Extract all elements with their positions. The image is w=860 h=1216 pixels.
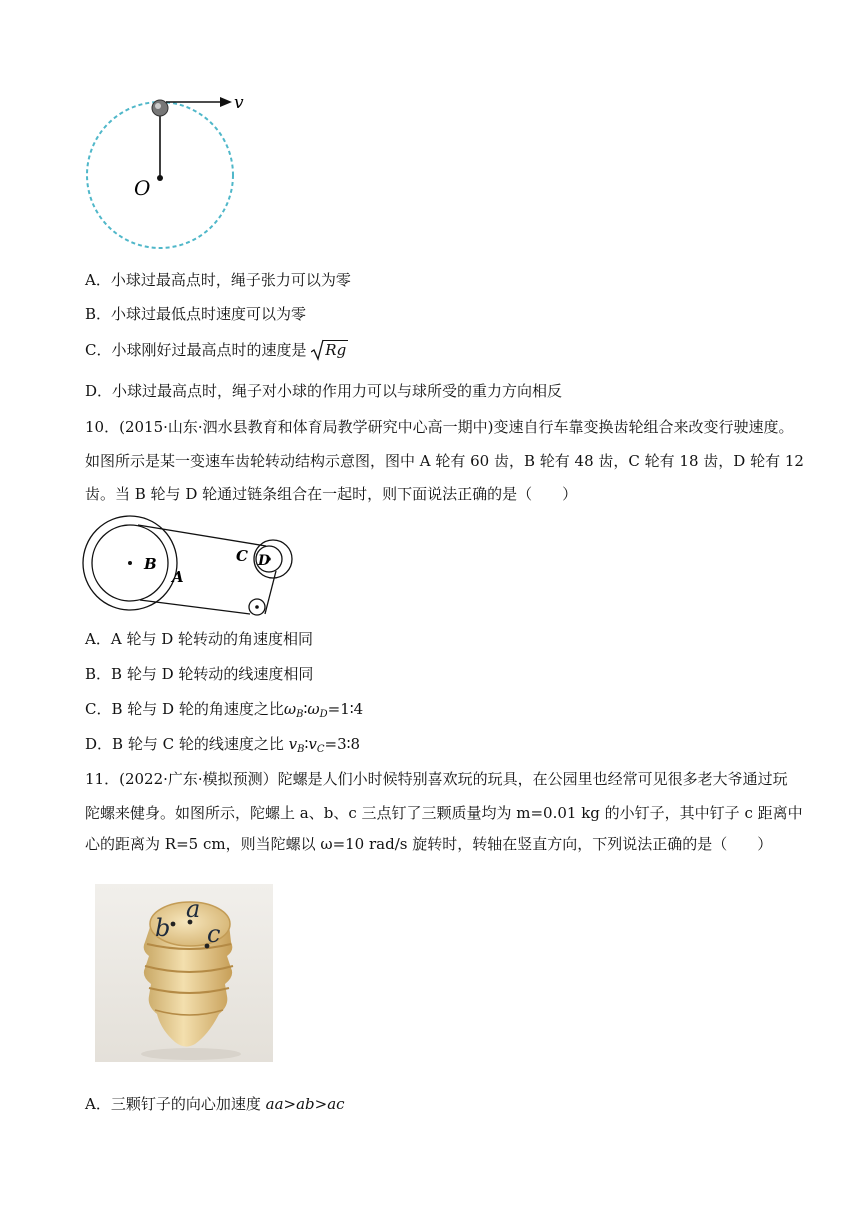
sqrt-sign-icon	[311, 339, 324, 361]
option-letter: A．	[85, 271, 111, 289]
sqrt-radicand: Rg	[325, 341, 347, 359]
q10-option-c	[85, 699, 363, 725]
option-letter: A．	[85, 630, 111, 648]
q11-stem-line-3: 心的距离为 R=5 cm，则当陀螺以 ω=10 rad/s 旋转时，转轴在竖直方向，下列说法正确的是（ ）	[85, 835, 773, 853]
spinning-top-drawing	[95, 884, 273, 1062]
chain-top	[138, 525, 266, 546]
q10-stem-line-3: 齿。当 B 轮与 D 轮通过链条组合在一起时，则下面说法正确的是（ ）	[85, 485, 578, 503]
option-text: 小球过最低点时速度可以为零	[111, 305, 307, 323]
gear-b-center	[128, 561, 132, 565]
option-letter: B．	[85, 305, 112, 323]
q10-stem-line-2: 如图所示是某一变速车齿轮转动结构示意图，图中 A 轮有 60 齿，B 轮有 48 齿，C 轮有 18 齿，D 轮有 12	[85, 452, 804, 470]
label-b: B	[144, 555, 157, 573]
photo-label-b: b	[155, 914, 171, 942]
option-text: 小球刚好过最高点时的速度是	[111, 341, 307, 359]
option-letter: D．	[85, 382, 113, 400]
option-letter: C．	[85, 700, 112, 718]
q10-option-d	[85, 734, 360, 760]
q10-stem-line-1: 10．(2015·山东·泗水县教育和体育局教学研究中心高一期中)变速自行车靠变换齿轮组合来改变行驶速度。	[85, 418, 794, 436]
q9-option-a	[85, 270, 351, 290]
gear-diagram	[80, 510, 300, 620]
chain-bottom	[140, 600, 250, 614]
tensioner-center	[255, 605, 259, 609]
q10-option-a	[85, 629, 313, 649]
q9-option-c	[85, 340, 348, 360]
label-a: A	[172, 568, 184, 586]
option-text: 小球过最高点时，绳子对小球的作用力可以与球所受的重力方向相反	[112, 382, 563, 400]
q9-option-b	[85, 304, 306, 324]
label-d: D	[258, 553, 271, 569]
circular-motion-figure	[70, 86, 270, 256]
option-text: B 轮与 C 轮的线速度之比	[112, 735, 289, 753]
option-text: B 轮与 D 轮的角速度之比	[111, 700, 284, 718]
q11-stem-line-1: 11．(2022·广东·模拟预测）陀螺是人们小时候特别喜欢玩的玩具，在公园里也经常可见很多老大爷通过玩	[85, 770, 788, 788]
option-text: 小球过最高点时，绳子张力可以为零	[110, 271, 351, 289]
acceleration-relation: aa>ab>ac	[265, 1095, 345, 1113]
option-text: A 轮与 D 轮转动的角速度相同	[110, 630, 314, 648]
option-text: 三颗钉子的向心加速度	[110, 1095, 266, 1113]
velocity-label: v	[234, 93, 244, 113]
option-text: B 轮与 D 轮转动的线速度相同	[111, 665, 314, 683]
ball-highlight	[155, 103, 161, 109]
photo-label-a: a	[186, 895, 201, 923]
spinning-top-photo	[95, 884, 273, 1062]
option-letter: A．	[85, 1095, 111, 1113]
option-letter: B．	[85, 665, 112, 683]
q11-stem-line-2: 陀螺来健身。如图所示，陀螺上 a、b、c 三点钉了三颗质量均为 m=0.01 kg 的小钉子，其中钉子 c 距离中	[85, 804, 803, 822]
velocity-arrowhead	[220, 97, 232, 107]
angular-velocity-ratio: $\omega_B∶\omega_D=1∶4$	[283, 700, 364, 720]
photo-label-c: c	[207, 920, 221, 948]
q10-option-b	[85, 664, 313, 684]
center-point	[157, 175, 163, 181]
q9-option-d	[85, 381, 562, 401]
option-letter: D．	[85, 735, 113, 753]
sqrt-expression	[311, 340, 348, 360]
label-c: C	[236, 547, 248, 565]
center-label: O	[134, 176, 151, 200]
q11-option-a	[85, 1094, 345, 1114]
option-letter: C．	[85, 341, 112, 359]
linear-velocity-ratio: $v_B∶v_C=3∶8$	[288, 735, 361, 755]
